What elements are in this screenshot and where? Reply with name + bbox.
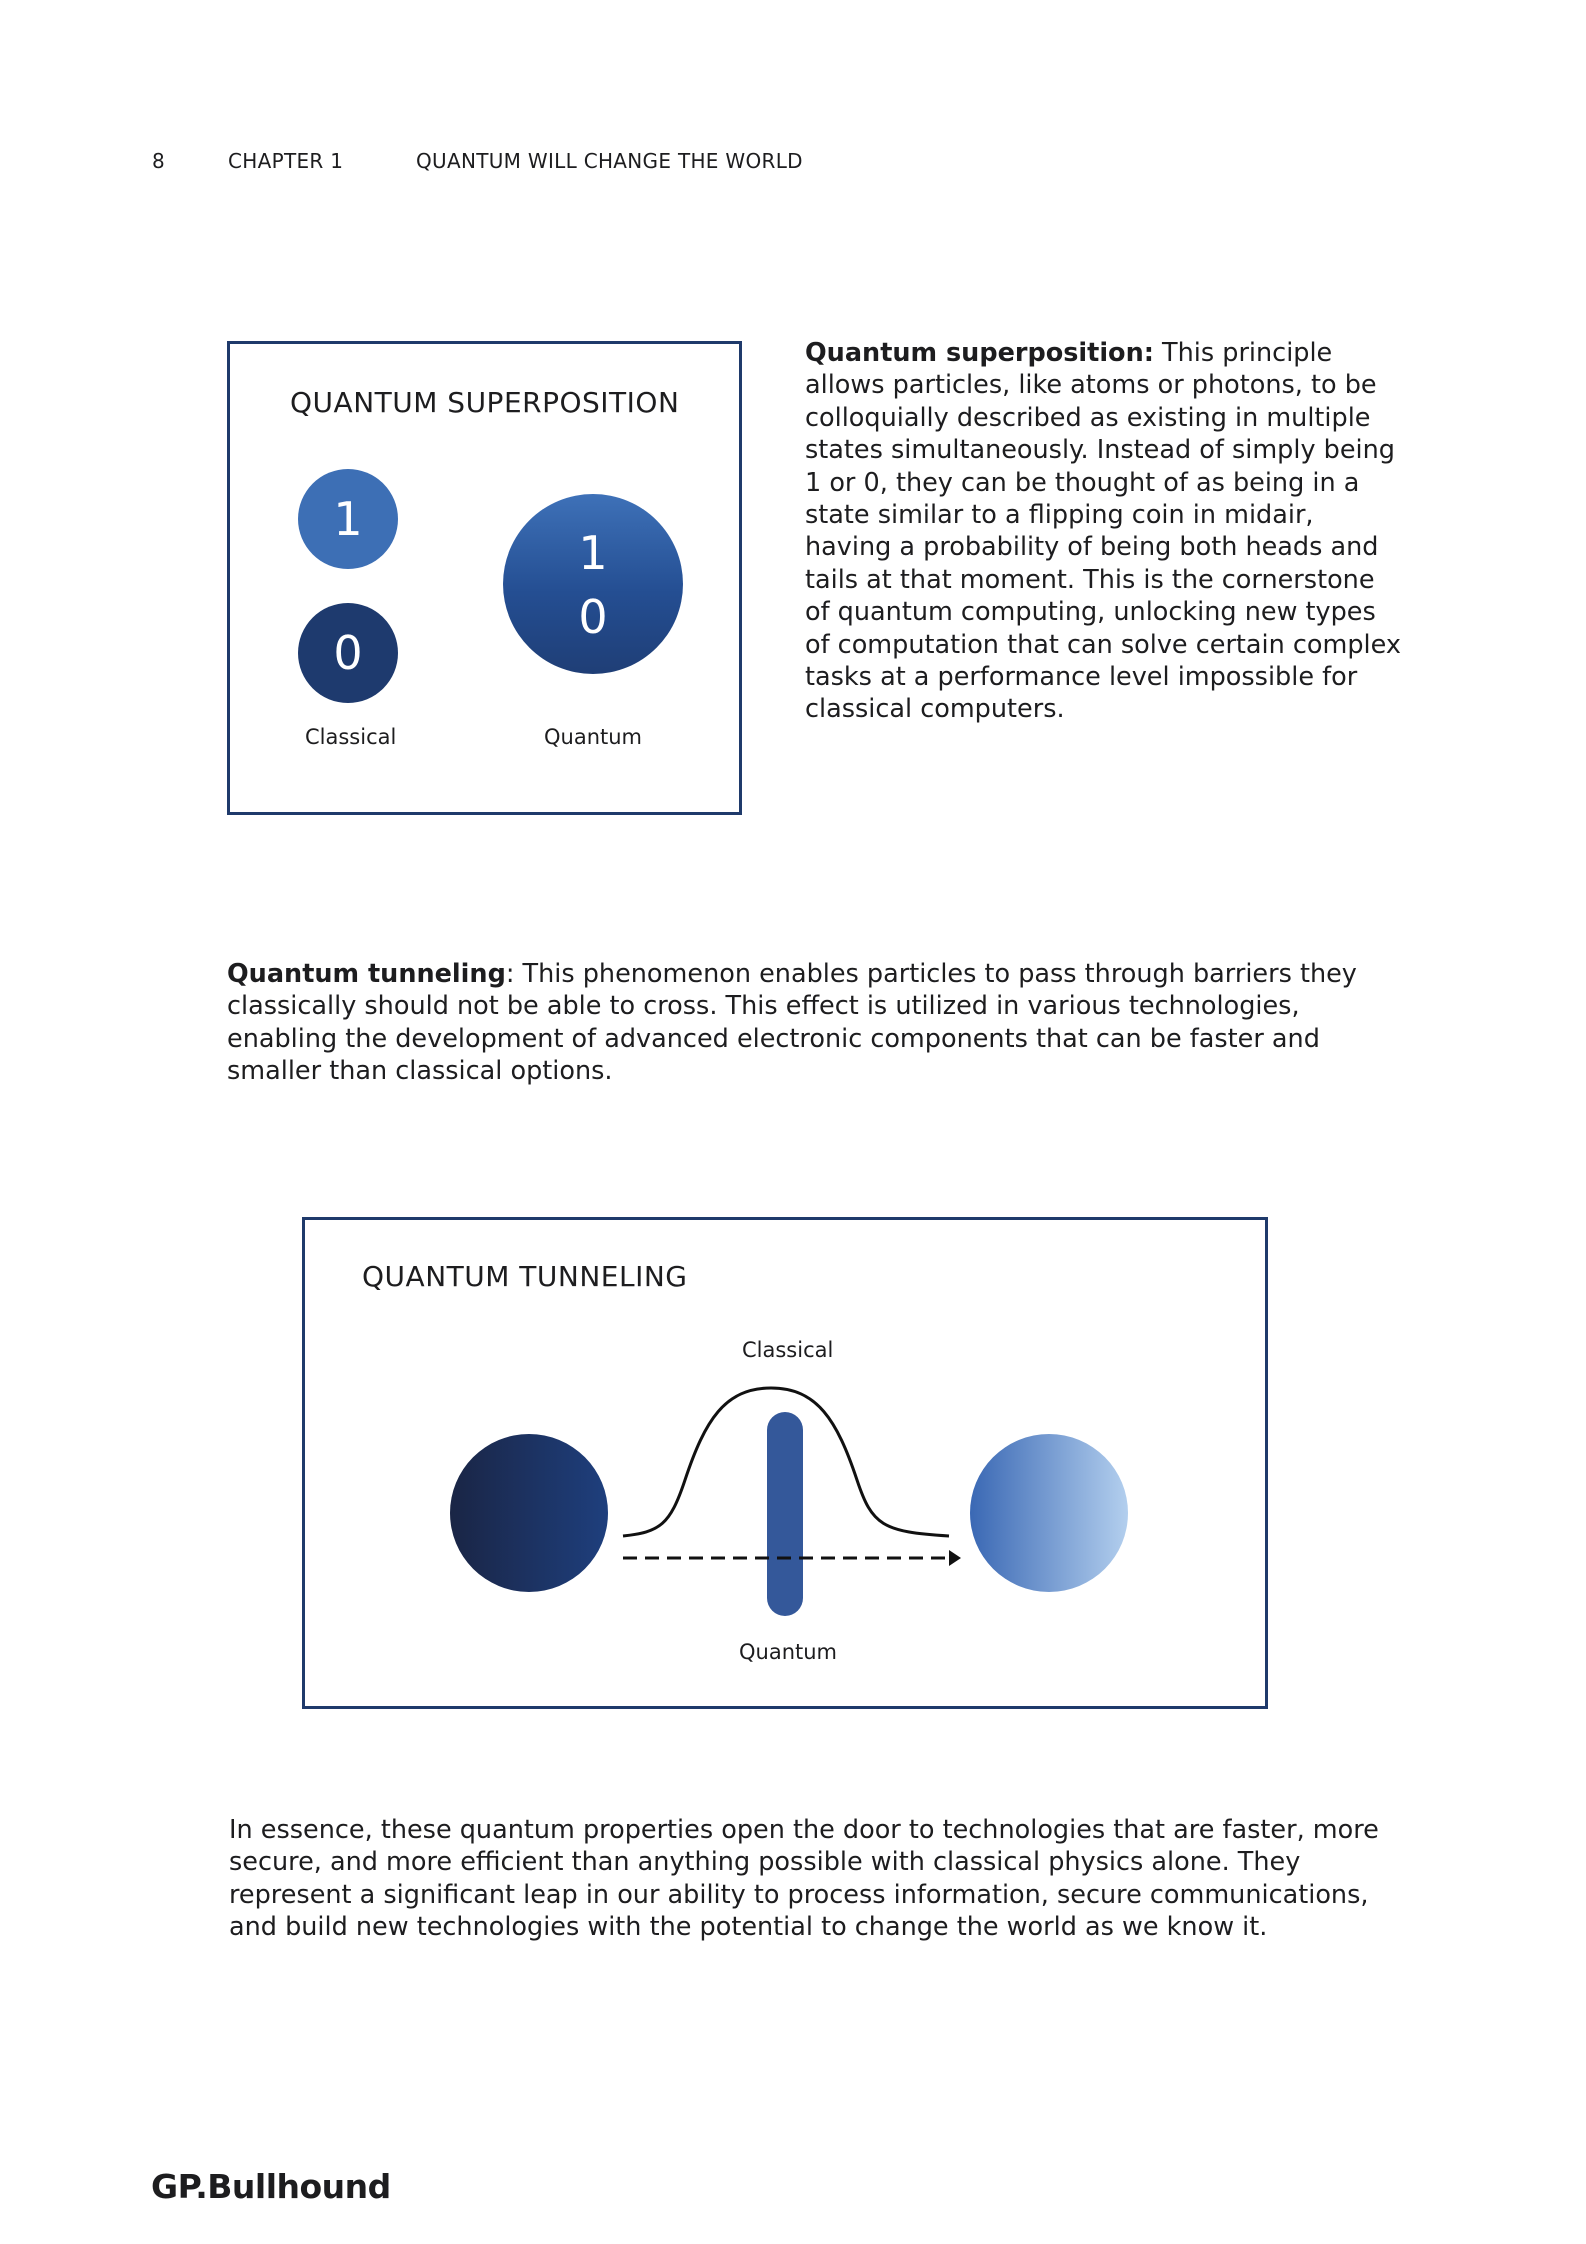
tunneling-quantum-label: Quantum — [739, 1640, 838, 1664]
tunneling-diagram — [305, 1220, 1271, 1712]
classical-zero-circle: 0 — [298, 603, 398, 703]
chapter-label: CHAPTER 1 — [228, 149, 344, 173]
classical-label: Classical — [305, 725, 397, 749]
tunneling-arrow-head — [949, 1550, 961, 1566]
classical-one-circle: 1 — [298, 469, 398, 569]
superposition-figure-title: QUANTUM SUPERPOSITION — [290, 386, 680, 419]
tunneling-term: Quantum tunneling — [227, 959, 506, 989]
superposition-paragraph — [805, 337, 1405, 726]
superposition-body: This principle allows particles, like atoms or photons, to be colloquially described as existing in multiple states simultaneously. Instead of simply being 1 or 0, they can be thought of as being in a state similar to a flipping coin in midair, having a probability of being both heads and tails at that moment. This is the cornerstone of quantum computing, unlocking new types of computation that can solve certain complex tasks at a performance level impossible for classical computers. — [805, 338, 1401, 725]
superposition-term: Quantum superposition: — [805, 338, 1154, 368]
tunneling-figure — [302, 1217, 1268, 1709]
quantum-superposition-circle — [503, 494, 683, 674]
tunneled-particle — [970, 1434, 1128, 1592]
superposition-figure — [227, 341, 742, 815]
tunneling-figure-title: QUANTUM TUNNELING — [362, 1260, 688, 1293]
page-number: 8 — [152, 149, 166, 173]
brand-logo: GP.Bullhound — [151, 2167, 391, 2206]
barrier-bar — [767, 1412, 803, 1616]
tunneling-classical-label: Classical — [742, 1338, 834, 1362]
quantum-one-digit: 1 — [578, 526, 608, 580]
quantum-zero-digit: 0 — [578, 590, 608, 644]
conclusion-paragraph: In essence, these quantum properties open the door to technologies that are faster, more secure, and more efficient than anything possible with classical physics alone. They represent a significant leap in our ability to process information, secure communications, and build new technologies with the potential to change the world as we know it. — [229, 1815, 1379, 1943]
chapter-title: QUANTUM WILL CHANGE THE WORLD — [416, 149, 803, 173]
page-header — [0, 149, 1586, 175]
tunneling-body: : This phenomenon enables particles to pass through barriers they classically should not be able to cross. This effect is utilized in various technologies, enabling the development of advanced electronic components that can be faster and smaller than classical options. — [227, 959, 1357, 1087]
quantum-label: Quantum — [544, 725, 643, 749]
incoming-particle — [450, 1434, 608, 1592]
tunneling-paragraph — [227, 958, 1407, 1088]
